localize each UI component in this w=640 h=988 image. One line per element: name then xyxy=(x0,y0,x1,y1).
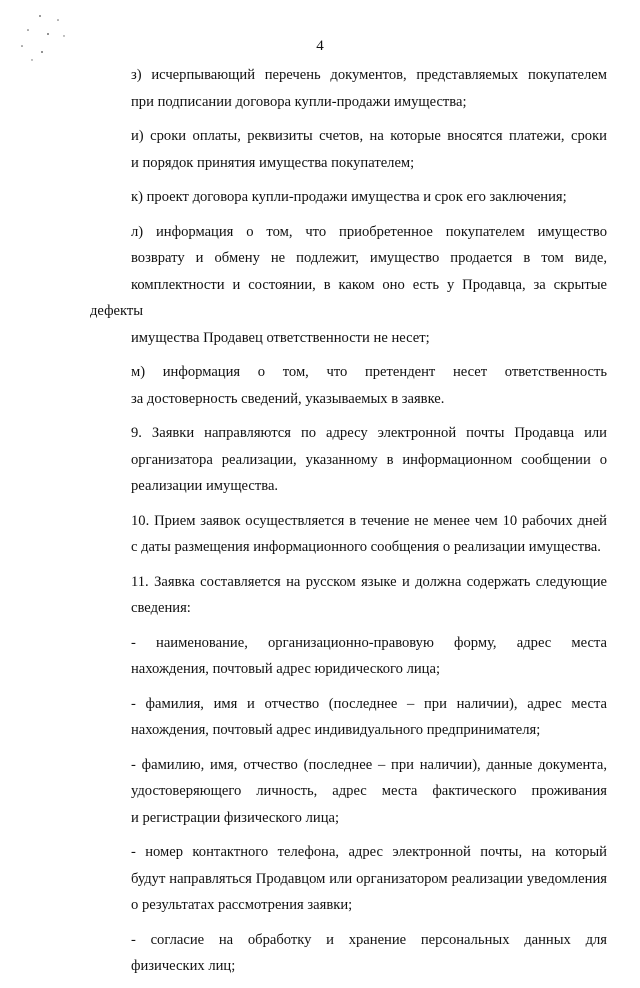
text-line: - наименование, организационно-правовую форму, адрес места xyxy=(131,634,607,651)
text-line: организатора реализации, указанному в информационном сообщении о xyxy=(131,451,607,468)
text-line: будут направляться Продавцом или организатором реализации уведомления xyxy=(131,870,607,887)
text-line: и) сроки оплаты, реквизиты счетов, на которые вносятся платежи, сроки xyxy=(131,128,607,144)
list-item-legal-entity xyxy=(90,630,607,683)
paragraph-9 xyxy=(90,420,607,500)
text-line: л) информация о том, что приобретенное покупателем имущество xyxy=(131,223,607,240)
text-line: физических лиц; xyxy=(131,958,236,974)
text-line: за достоверность сведений, указываемых в заявке. xyxy=(131,390,445,407)
paragraph-item-z xyxy=(90,62,607,115)
paragraph-item-l xyxy=(90,219,607,352)
text-line: реализации имущества. xyxy=(131,478,279,494)
list-item-entrepreneur xyxy=(90,691,607,744)
paragraph-item-m xyxy=(90,359,607,412)
text-line: - фамилию, имя, отчество (последнее – при наличии), данные документа, xyxy=(131,756,607,773)
text-line: сведения: xyxy=(131,600,191,616)
text-line: - согласие на обработку и хранение персональных данных для xyxy=(131,931,607,948)
text-line: удостоверяющего личность, адрес места фактического проживания xyxy=(131,783,607,799)
text-line: о результатах рассмотрения заявки; xyxy=(131,897,353,913)
paragraph-10 xyxy=(90,508,607,561)
text-line: и регистрации физического лица; xyxy=(131,809,340,826)
text-line: и порядок принятия имущества покупателем; xyxy=(131,154,415,171)
text-line: комплектности и состоянии, в каком оно есть у Продавца, за скрытые дефекты xyxy=(90,276,607,319)
text-line: нахождения, почтовый адрес юридического лица; xyxy=(131,661,440,677)
paragraph-item-k xyxy=(90,184,607,211)
text-line: - фамилия, имя и отчество (последнее – при наличии), адрес места xyxy=(131,695,607,712)
text-line: при подписании договора купли-продажи имущества; xyxy=(131,93,467,110)
paragraph-11 xyxy=(90,569,607,622)
text-line: нахождения, почтовый адрес индивидуального предпринимателя; xyxy=(131,722,541,738)
text-line: имущества Продавец ответственности не несет; xyxy=(131,329,430,346)
document-body xyxy=(90,62,607,988)
text-line: м) информация о том, что претендент несет ответственность xyxy=(131,364,607,380)
text-line: 9. Заявки направляются по адресу электронной почты Продавца или xyxy=(131,425,607,441)
paragraph-item-i xyxy=(90,123,607,176)
text-line: - номер контактного телефона, адрес электронной почты, на который xyxy=(131,844,607,860)
text-line: к) проект договора купли-продажи имущества и срок его заключения; xyxy=(131,189,567,205)
list-item-individual xyxy=(90,752,607,832)
text-line: с даты размещения информационного сообщения о реализации имущества. xyxy=(131,539,601,555)
text-line: 11. Заявка составляется на русском языке и должна содержать следующие xyxy=(131,573,607,590)
page-number: 4 xyxy=(316,38,324,54)
text-line: з) исчерпывающий перечень документов, представляемых покупателем xyxy=(131,67,607,83)
list-item-consent xyxy=(90,927,607,980)
text-line: возврату и обмену не подлежит, имущество продается в том виде, xyxy=(131,250,607,266)
text-line: 10. Прием заявок осуществляется в течение не менее чем 10 рабочих дней xyxy=(131,512,607,529)
list-item-contacts xyxy=(90,839,607,919)
